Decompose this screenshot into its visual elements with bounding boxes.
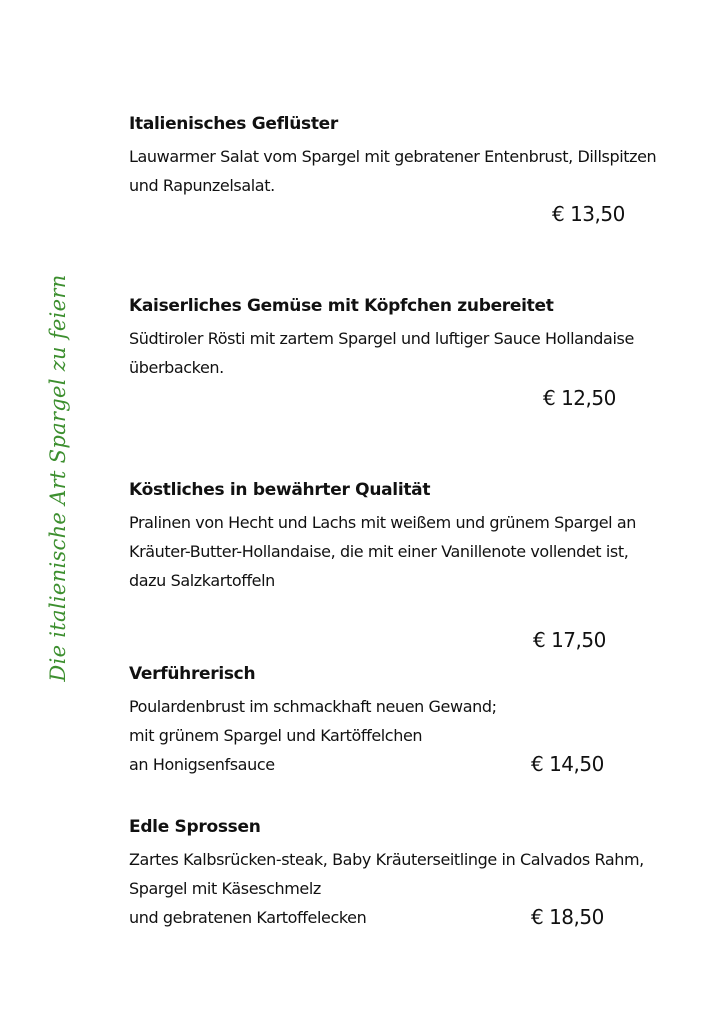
item-price: € 18,50 bbox=[531, 905, 604, 929]
item-price: € 12,50 bbox=[543, 386, 616, 410]
menu-item bbox=[129, 815, 644, 932]
item-description-line: und gebratenen Kartoffelecken bbox=[129, 908, 367, 927]
item-description-line: Poulardenbrust im schmackhaft neuen Gewand; bbox=[129, 697, 497, 716]
item-description-line: mit grünem Spargel und Kartöffelchen bbox=[129, 726, 423, 745]
item-title: Italienisches Geflüster bbox=[129, 114, 338, 134]
item-title: Verführerisch bbox=[129, 664, 256, 684]
item-price: € 17,50 bbox=[533, 628, 606, 652]
item-title: Edle Sprossen bbox=[129, 817, 261, 837]
item-description-line: überbacken. bbox=[129, 358, 224, 377]
menu-item bbox=[129, 294, 634, 382]
item-description-line: Kräuter-Butter-Hollandaise, die mit einer Vanillenote vollendet ist, bbox=[129, 542, 629, 561]
item-description-line: Zartes Kalbsrücken-steak, Baby Kräuterseitlinge in Calvados Rahm, bbox=[129, 850, 644, 869]
item-description-line: Südtiroler Rösti mit zartem Spargel und luftiger Sauce Hollandaise bbox=[129, 329, 634, 348]
item-description-line-with-price bbox=[129, 750, 629, 779]
item-description-line: an Honigsenfsauce bbox=[129, 755, 275, 774]
item-description-line: dazu Salzkartoffeln bbox=[129, 571, 275, 590]
item-title: Köstliches in bewährter Qualität bbox=[129, 480, 431, 500]
side-title: Die italienische Art Spargel zu feiern bbox=[46, 274, 70, 682]
item-title: Kaiserliches Gemüse mit Köpfchen zubereitet bbox=[129, 296, 554, 316]
menu-item bbox=[129, 478, 637, 595]
item-description-line: und Rapunzelsalat. bbox=[129, 176, 275, 195]
item-description-line: Spargel mit Käseschmelz bbox=[129, 879, 321, 898]
menu-item bbox=[129, 112, 657, 200]
item-price: € 14,50 bbox=[531, 752, 604, 776]
menu-item bbox=[129, 662, 629, 779]
item-description-line-with-price bbox=[129, 903, 629, 932]
item-price: € 13,50 bbox=[552, 202, 625, 226]
item-description-line: Lauwarmer Salat vom Spargel mit gebratener Entenbrust, Dillspitzen bbox=[129, 147, 657, 166]
item-description-line: Pralinen von Hecht und Lachs mit weißem und grünem Spargel an bbox=[129, 513, 637, 532]
